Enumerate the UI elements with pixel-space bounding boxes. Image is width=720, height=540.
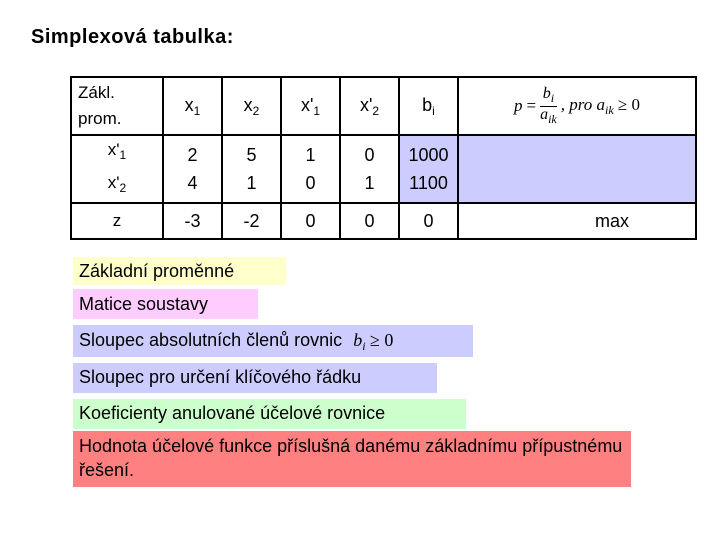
cell-value: 1 bbox=[364, 173, 375, 193]
basis-var-base: x' bbox=[107, 140, 120, 159]
col-header-x1 bbox=[163, 77, 222, 135]
col-header-sub: 1 bbox=[193, 103, 201, 118]
basis-var-sub: 1 bbox=[119, 148, 127, 162]
objective-coef: 0 bbox=[281, 203, 340, 239]
legend-rhs-text: Sloupec absolutních členů rovnic bbox=[79, 330, 343, 350]
col-header-sub: 2 bbox=[372, 103, 380, 118]
objective-goal: max bbox=[458, 203, 696, 239]
cell-value: 1100 bbox=[409, 173, 448, 193]
constraint-rows bbox=[71, 135, 696, 203]
basis-var bbox=[72, 169, 162, 202]
rhs-cell bbox=[399, 135, 458, 203]
legend-rhs-formula-sub: i bbox=[362, 339, 366, 353]
formula-condition bbox=[561, 95, 640, 118]
cell-value: 1000 bbox=[408, 145, 449, 165]
legend-rhs-formula-var: b bbox=[353, 330, 363, 350]
legend-objective-value: Hodnota účelové funkce příslušná danému základnímu přípustnému řešení. bbox=[73, 431, 631, 487]
formula-cond-sub: ik bbox=[605, 102, 614, 117]
col-header-x1-slack bbox=[281, 77, 340, 135]
col-header-x2-slack bbox=[340, 77, 399, 135]
formula-denominator bbox=[540, 107, 557, 127]
col-header-x2 bbox=[222, 77, 281, 135]
formula-numerator bbox=[543, 86, 554, 106]
objective-row bbox=[71, 203, 696, 239]
cell-value: 5 bbox=[246, 145, 257, 165]
formula-p: p bbox=[513, 96, 523, 115]
legend-rhs-formula bbox=[353, 330, 394, 353]
formula-fraction bbox=[540, 86, 557, 127]
basis-header bbox=[71, 77, 163, 135]
basis-var bbox=[72, 136, 162, 169]
formula-eq: = bbox=[526, 96, 537, 115]
formula-den-sub: ik bbox=[548, 111, 557, 126]
matrix-cell-col3 bbox=[281, 135, 340, 203]
cell-value: 2 bbox=[187, 145, 198, 165]
formula-num-sub: i bbox=[550, 90, 555, 105]
col-header-base: x' bbox=[300, 94, 314, 115]
cell-value: 0 bbox=[364, 145, 375, 165]
matrix-cell-col1 bbox=[163, 135, 222, 203]
page-title: Simplexová tabulka: bbox=[31, 26, 234, 48]
col-header-base: b bbox=[422, 94, 433, 115]
col-header-sub: 1 bbox=[313, 103, 321, 118]
cell-value: 4 bbox=[187, 173, 198, 193]
ratio-cell bbox=[458, 135, 696, 203]
matrix-cell-col4 bbox=[340, 135, 399, 203]
legend-system-matrix: Matice soustavy bbox=[73, 289, 258, 319]
matrix-cell-col2 bbox=[222, 135, 281, 203]
cell-value: 0 bbox=[305, 173, 316, 193]
basis-cell bbox=[71, 135, 163, 203]
basis-var-sub: 2 bbox=[119, 181, 127, 195]
objective-coef: -3 bbox=[163, 203, 222, 239]
simplex-table bbox=[70, 76, 697, 240]
formula-num: b bbox=[542, 84, 551, 102]
col-header-bi bbox=[399, 77, 458, 135]
cell-value: 1 bbox=[305, 145, 316, 165]
col-header-base: x' bbox=[359, 94, 373, 115]
legend-rhs-formula-rel: ≥ 0 bbox=[370, 330, 394, 350]
legend-key-row-column: Sloupec pro určení klíčového řádku bbox=[73, 363, 437, 393]
col-header-sub: 2 bbox=[252, 103, 260, 118]
legend-objective-coefficients: Koeficienty anulované účelové rovnice bbox=[73, 399, 466, 429]
ratio-formula bbox=[514, 86, 640, 127]
legend-rhs-column bbox=[73, 325, 473, 357]
col-header-sub: i bbox=[432, 103, 435, 118]
cell-value: 1 bbox=[246, 173, 257, 193]
basis-var-base: x' bbox=[107, 173, 120, 192]
formula-den: a bbox=[540, 105, 549, 123]
objective-coef: 0 bbox=[340, 203, 399, 239]
formula-cond-rel: ≥ 0 bbox=[617, 94, 641, 114]
formula-cond: , pro a bbox=[560, 94, 605, 114]
objective-label: z bbox=[71, 203, 163, 239]
col-header-base: x bbox=[184, 94, 194, 115]
table-header-row bbox=[71, 77, 696, 135]
legend-basis-variables: Základní proměnné bbox=[73, 257, 286, 285]
col-header-base: x bbox=[243, 94, 253, 115]
basis-header-line1: Zákl. bbox=[78, 83, 115, 102]
col-header-ratio-formula bbox=[458, 77, 696, 135]
basis-header-line2: prom. bbox=[78, 109, 122, 128]
objective-coef: -2 bbox=[222, 203, 281, 239]
objective-value: 0 bbox=[399, 203, 458, 239]
